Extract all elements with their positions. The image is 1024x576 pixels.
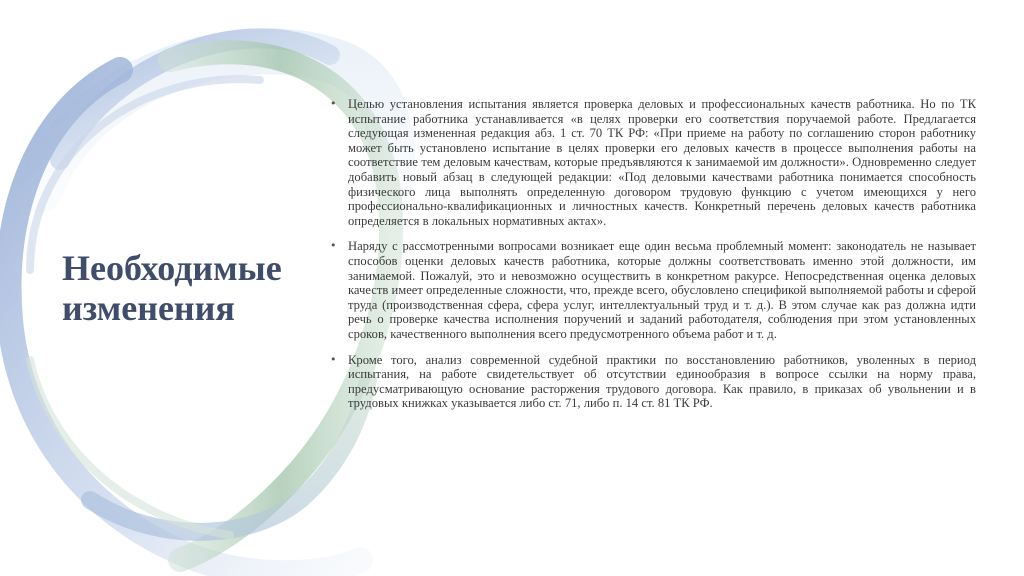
slide-title: [62, 248, 322, 328]
bullet-marker: •: [330, 352, 337, 366]
bullet-text: Целью установления испытания является проверка деловых и профессиональных качеств работника. Но по ТК испытание работника устанавливается «в целях проверки его соответствия поручаемой работе. Предлагается следующая измененная редакция абз. 1 ст. 70 ТК РФ: «При приеме на работу по соглашению сторон работнику может быть установлено испытание в целях проверки его деловых качеств в процессе выполнения работы на соответствие тем деловым качествам, которые предъявляются к занимаемой им должности». Одновременно следует добавить новый абзац в следующей редакции: «Под деловыми качествами работника понимается способность физического лица выполнять определенную договором трудовую функцию с учетом имеющихся у него профессионально-квалификационных и личностных качеств. Конкретный перечень деловых качеств работника определяется в локальных нормативных актах».: [348, 97, 976, 228]
slide-title-line-1: Необходимые: [62, 248, 282, 288]
bullet-item: [330, 353, 976, 411]
bullet-item: [330, 239, 976, 341]
bullet-text: Кроме того, анализ современной судебной практики по восстановлению работников, уволенных в период испытания, на работе свидетельствует об отсутствии единообразия в вопросе ссылки на норму права, предусматривающую основание расторжения трудового договора. Как правило, в приказах об увольнении и в трудовых книжках указывается либо ст. 71, либо п. 14 ст. 81 ТК РФ.: [348, 352, 976, 411]
bullet-list: [330, 97, 976, 422]
slide-title-line-2: изменения: [62, 288, 235, 328]
bullet-marker: •: [330, 97, 337, 110]
bullet-text: Наряду с рассмотренными вопросами возникает еще один весьма проблемный момент: законодатель не называет способов оценки деловых качеств работника, которые должны соответствовать именно этой должности, им занимаемой. Пожалуй, это и невозможно осуществить в конкретном ракурсе. Непосредственная оценка деловых качеств имеет определенные сложности, что, прежде всего, обусловлено спецификой выполняемой работы и сферой труда (производственная сфера, сфера услуг, интеллектуальный труд и т. д.). В этом случае как раз должна идти речь о проверке качества исполнения поручений и заданий работодателя, соблюдения при этом установленных сроков, качественного выполнения всего предусмотренного объема работ и т. д.: [348, 239, 976, 341]
bullet-marker: •: [330, 239, 337, 253]
bullet-item: [330, 97, 976, 228]
